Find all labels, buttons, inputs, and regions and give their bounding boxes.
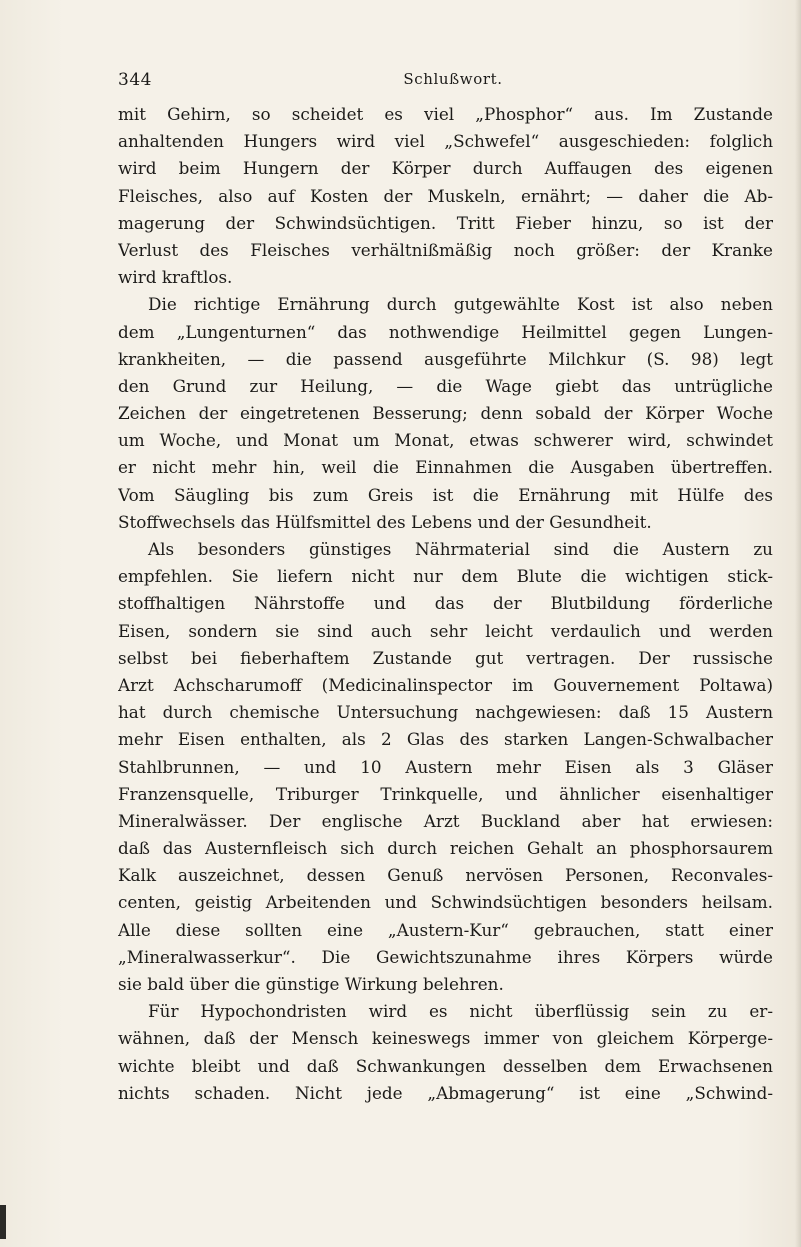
page-number: 344 (118, 70, 152, 90)
text-line: wähnen, daß der Mensch keineswegs immer von gleichem Körperge- (118, 1028, 773, 1049)
text-line: wird kraftlos. (118, 267, 233, 288)
text-line: magerung der Schwindsüchtigen. Tritt Fieber hinzu, so ist der (118, 212, 773, 233)
text-line: empfehlen. Sie liefern nicht nur dem Blute die wichtigen stick- (118, 566, 773, 587)
text-line: wichte bleibt und daß Schwankungen desselben dem Erwachsenen (118, 1055, 773, 1076)
text-line: centen, geistig Arbeitenden und Schwindsüchtigen besonders heilsam. (118, 892, 773, 913)
text-line: „Mineralwasserkur“. Die Gewichtszunahme ihres Körpers würde (118, 946, 773, 967)
text-line: Als besonders günstiges Nährmaterial sind die Austern zu (148, 539, 773, 559)
text-line: hat durch chemische Untersuchung nachgewiesen: daß 15 Austern (118, 702, 773, 723)
running-title: Schlußwort. (403, 70, 503, 88)
text-line: Stahlbrunnen, — und 10 Austern mehr Eisen als 3 Gläser (118, 756, 773, 777)
page-header (118, 70, 758, 94)
text-line: Die richtige Ernährung durch gutgewählte Kost ist also neben (148, 294, 773, 315)
text-line: wird beim Hungern der Körper durch Auffaugen des eigenen (118, 158, 773, 179)
text-line: den Grund zur Heilung, — die Wage giebt das untrügliche (118, 375, 773, 396)
text-line: dem „Lungenturnen“ das nothwendige Heilmittel gegen Lungen- (118, 321, 773, 342)
text-line: Verlust des Fleisches verhältnißmäßig noch größer: der Kranke (118, 239, 773, 260)
text-line: Franzensquelle, Triburger Trinkquelle, und ähnlicher eisenhaltiger (118, 783, 773, 804)
text-line: Fleisches, also auf Kosten der Muskeln, ernährt; — daher die Ab- (118, 185, 773, 206)
text-line: daß das Austernfleisch sich durch reichen Gehalt an phosphorsaurem (118, 838, 773, 859)
text-line: krankheiten, — die passend ausgeführte Milchkur (S. 98) legt (118, 348, 773, 369)
text-line: Alle diese sollten eine „Austern-Kur“ gebrauchen, statt einer (118, 919, 773, 940)
text-line: selbst bei fieberhaftem Zustande gut vertragen. Der russische (118, 647, 773, 668)
text-line: sie bald über die günstige Wirkung belehren. (118, 974, 504, 994)
text-line: Für Hypochondristen wird es nicht überflüssig sein zu er- (148, 1001, 773, 1022)
binding-mark (0, 1205, 6, 1239)
text-line: mehr Eisen enthalten, als 2 Glas des starken Langen-Schwalbacher (118, 729, 773, 750)
text-line: nichts schaden. Nicht jede „Abmagerung“ ist eine „Schwind- (118, 1082, 773, 1103)
text-line: Arzt Achscharumoff (Medicinalinspector im Gouvernement Poltawa) (118, 674, 773, 695)
page-edge-shadow (795, 0, 801, 1247)
text-line: er nicht mehr hin, weil die Einnahmen die Ausgaben übertreffen. (118, 457, 773, 478)
body-text (118, 101, 773, 1107)
text-line: mit Gehirn, so scheidet es viel „Phosphor“ aus. Im Zustande (118, 104, 773, 124)
text-line: um Woche, und Monat um Monat, etwas schwerer wird, schwindet (118, 430, 773, 451)
text-line: Eisen, sondern sie sind auch sehr leicht verdaulich und werden (118, 620, 773, 641)
text-line: stoffhaltigen Nährstoffe und das der Blutbildung förderliche (118, 593, 773, 614)
text-line: anhaltenden Hungers wird viel „Schwefel“ ausgeschieden: folglich (118, 131, 773, 152)
text-line: Zeichen der eingetretenen Besserung; denn sobald der Körper Woche (118, 403, 773, 424)
text-line: Stoffwechsels das Hülfsmittel des Lebens und der Gesundheit. (118, 511, 652, 532)
text-line: Vom Säugling bis zum Greis ist die Ernährung mit Hülfe des (118, 484, 773, 505)
text-line: Mineralwässer. Der englische Arzt Buckland aber hat erwiesen: (118, 810, 773, 831)
text-line: Kalk auszeichnet, dessen Genuß nervösen Personen, Reconvales- (118, 865, 773, 886)
